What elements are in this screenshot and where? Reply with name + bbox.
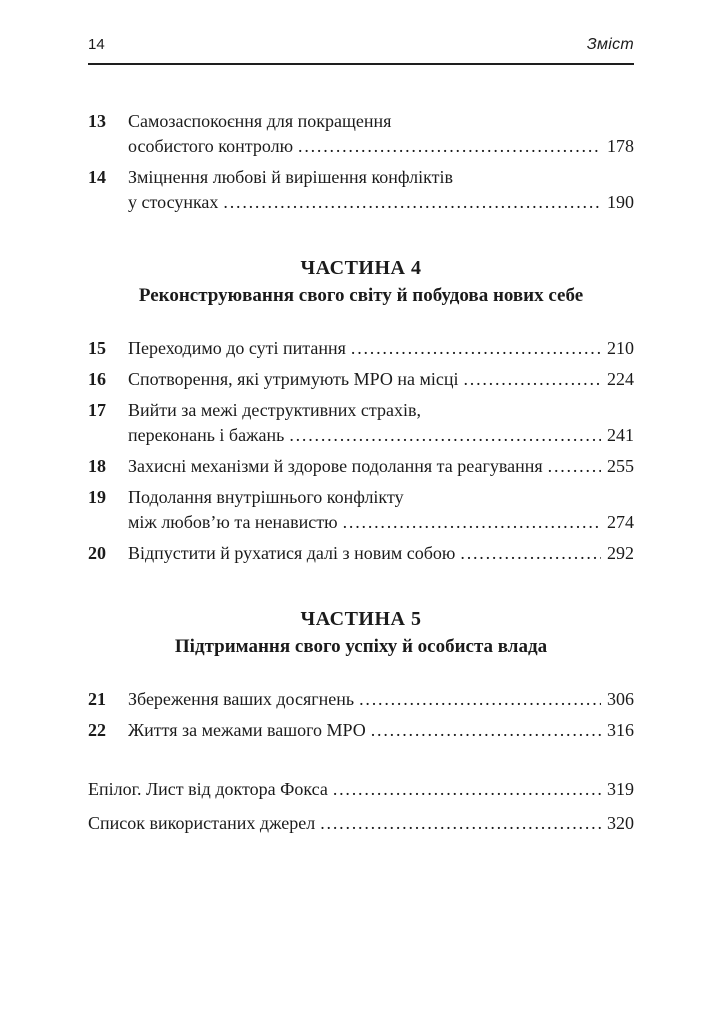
chapter-title: Вийти за межі деструктивних страхів, (128, 400, 421, 420)
dot-leader (371, 718, 601, 743)
page-header (88, 36, 634, 65)
toc-section (88, 109, 634, 215)
chapter-title-row (128, 336, 634, 361)
back-matter-title-row (88, 777, 634, 802)
dot-leader (289, 423, 601, 448)
toc-entry (88, 718, 634, 743)
dot-leader (351, 336, 601, 361)
toc-section (88, 336, 634, 566)
chapter-entry-body (128, 687, 634, 712)
page-number: 14 (88, 36, 105, 53)
chapter-entry-body (128, 165, 634, 215)
chapter-title-row (128, 367, 634, 392)
table-of-contents (88, 109, 634, 836)
part-heading (88, 255, 634, 309)
chapter-title: Збереження ваших досягнень (128, 689, 355, 709)
chapter-title-continuation: особистого контролю (128, 136, 294, 156)
chapter-title: Зміцнення любові й вирішення конфліктів (128, 167, 453, 187)
chapter-entry-body (128, 718, 634, 743)
chapter-number: 15 (88, 338, 106, 358)
running-title: Зміст (586, 36, 634, 53)
chapter-number: 13 (88, 111, 106, 131)
chapter-title: Захисні механізми й здорове подолання та реагування (128, 456, 543, 476)
chapter-title: Відпустити й рухатися далі з новим собою (128, 543, 456, 563)
page-ref: 224 (607, 369, 634, 389)
dot-leader (223, 190, 601, 215)
toc-entry (88, 541, 634, 566)
chapter-entry-body (128, 367, 634, 392)
page-ref: 178 (607, 136, 634, 156)
chapter-title-continuation-row (128, 190, 634, 215)
chapter-entry-body (128, 485, 634, 535)
chapter-title: Життя за межами вашого МРО (128, 720, 366, 740)
dot-leader (343, 510, 601, 535)
chapter-number: 16 (88, 369, 106, 389)
chapter-title-continuation-row (128, 510, 634, 535)
toc-entry (88, 454, 634, 479)
chapter-title-row (128, 454, 634, 479)
page-ref: 320 (607, 813, 634, 833)
dot-leader (320, 811, 601, 836)
toc-entry (88, 165, 634, 215)
toc-entry (88, 485, 634, 535)
chapter-number: 19 (88, 487, 106, 507)
chapter-title-row (128, 718, 634, 743)
chapter-number: 14 (88, 167, 106, 187)
chapter-entry-body (128, 541, 634, 566)
dot-leader (333, 777, 601, 802)
part-title: ЧАСТИНА 5 (300, 608, 422, 630)
part-subtitle: Підтримання свого успіху й особиста влада (174, 636, 548, 657)
dot-leader (460, 541, 601, 566)
chapter-number: 18 (88, 456, 106, 476)
chapter-title-continuation: переконань і бажань (128, 425, 285, 445)
page-ref: 292 (607, 543, 634, 563)
page-ref: 306 (607, 689, 634, 709)
back-matter-entry (88, 811, 634, 836)
back-matter-section (88, 777, 634, 836)
chapter-title-continuation: між любов’ю та ненавистю (128, 512, 338, 532)
toc-entry (88, 109, 634, 159)
back-matter-title-row (88, 811, 634, 836)
chapter-title-continuation: у стосунках (128, 192, 219, 212)
toc-entry (88, 398, 634, 448)
chapter-title: Самозаспокоєння для покращення (128, 111, 392, 131)
page-ref: 319 (607, 779, 634, 799)
chapter-number: 17 (88, 400, 106, 420)
page-ref: 241 (607, 425, 634, 445)
dot-leader (359, 687, 601, 712)
dot-leader (463, 367, 601, 392)
chapter-number: 20 (88, 543, 106, 563)
part-subtitle: Реконструювання свого світу й побудова нових себе (138, 285, 584, 306)
back-matter-entry (88, 777, 634, 802)
back-matter-title: Епілог. Лист від доктора Фокса (88, 779, 328, 799)
chapter-number: 22 (88, 720, 106, 740)
toc-entry (88, 367, 634, 392)
chapter-title: Спотворення, які утримують МРО на місці (128, 369, 459, 389)
back-matter-entry-body (88, 811, 634, 836)
page-ref: 210 (607, 338, 634, 358)
back-matter-entry-body (88, 777, 634, 802)
chapter-entry-body (128, 336, 634, 361)
page-ref: 316 (607, 720, 634, 740)
chapter-entry-body (128, 398, 634, 448)
page-ref: 274 (607, 512, 634, 532)
chapter-entry-body (128, 454, 634, 479)
chapter-title: Переходимо до суті питання (128, 338, 346, 358)
toc-section (88, 687, 634, 743)
toc-entry (88, 687, 634, 712)
dot-leader (298, 134, 601, 159)
chapter-number: 21 (88, 689, 106, 709)
dot-leader (548, 454, 601, 479)
chapter-title-continuation-row (128, 134, 634, 159)
chapter-title-row (128, 541, 634, 566)
chapter-title-continuation-row (128, 423, 634, 448)
toc-entry (88, 336, 634, 361)
chapter-title-row (128, 687, 634, 712)
chapter-entry-body (128, 109, 634, 159)
chapter-title: Подолання внутрішнього конфлікту (128, 487, 404, 507)
part-title: ЧАСТИНА 4 (300, 257, 422, 279)
page-ref: 255 (607, 456, 634, 476)
part-heading (88, 606, 634, 660)
back-matter-title: Список використаних джерел (88, 813, 316, 833)
page-ref: 190 (607, 192, 634, 212)
